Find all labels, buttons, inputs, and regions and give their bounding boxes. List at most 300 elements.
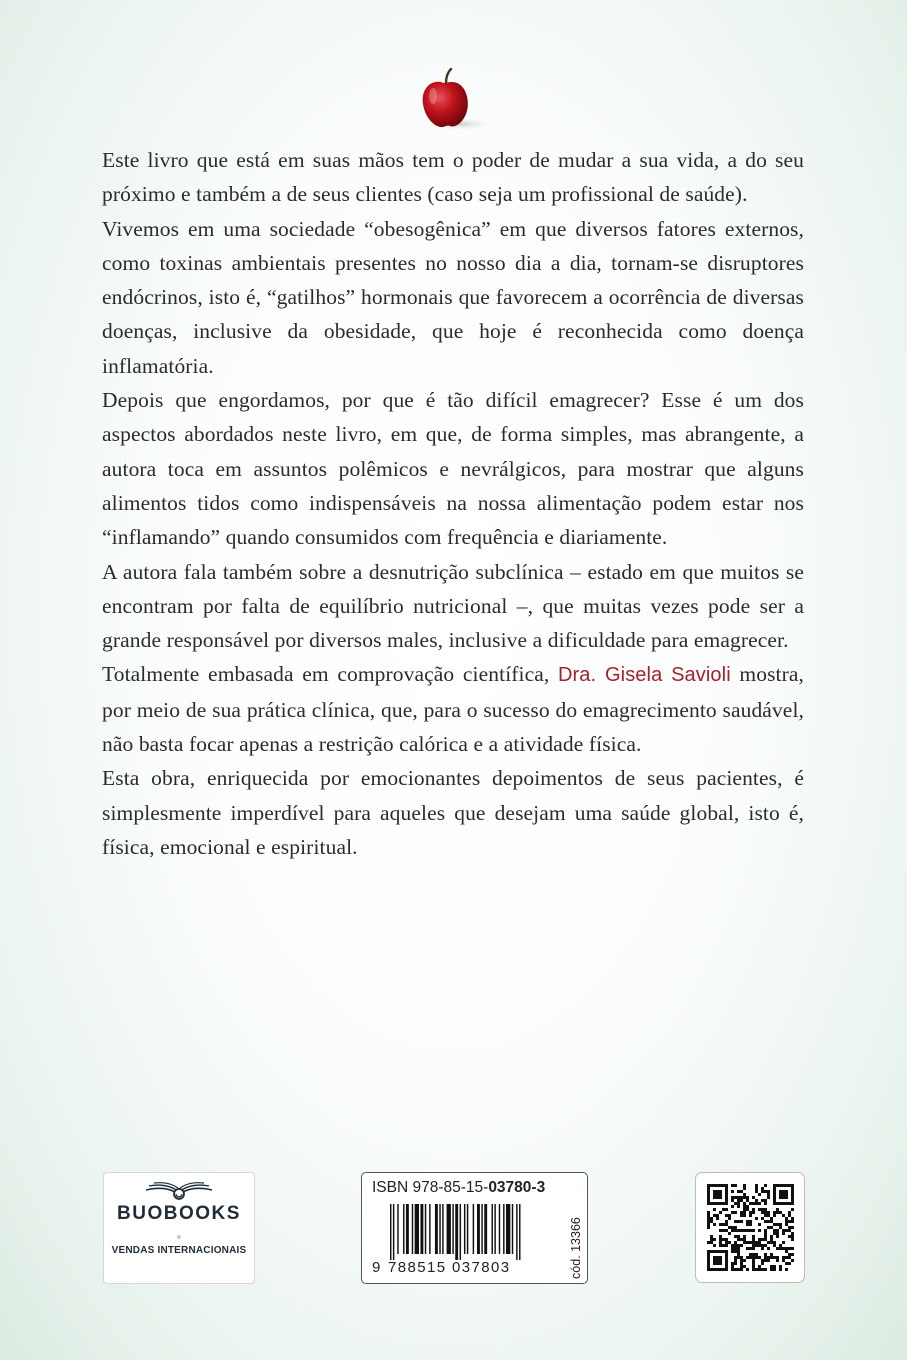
qr-module	[788, 1262, 791, 1265]
qr-module	[758, 1268, 761, 1271]
qr-module	[755, 1190, 758, 1193]
qr-module	[752, 1241, 755, 1244]
qr-module	[728, 1217, 731, 1220]
qr-module	[788, 1202, 791, 1205]
qr-module	[707, 1202, 710, 1205]
qr-module	[755, 1253, 758, 1256]
qr-module	[731, 1244, 734, 1247]
qr-module	[749, 1241, 752, 1244]
paragraph: Vivemos em uma sociedade “obesogênica” em que diversos fatores externos, como toxinas ambientais presentes no nosso dia a dia, tornam-se disruptores endócrinos, isto é, “gatilhos” hormonais que favorecem a ocorrência de diversas doenças, inclusive da obesidade, que hoje é reconhecida como doença inflamatória.	[102, 216, 804, 378]
qr-module	[770, 1241, 773, 1244]
product-code: cód. 13366	[569, 1217, 583, 1279]
qr-module	[773, 1196, 776, 1199]
barcode-bar	[439, 1204, 440, 1254]
qr-module	[746, 1268, 749, 1271]
qr-module	[740, 1256, 743, 1259]
qr-module	[746, 1220, 749, 1223]
qr-module	[752, 1265, 755, 1268]
qr-module	[725, 1256, 728, 1259]
qr-module	[719, 1256, 722, 1259]
qr-module	[791, 1208, 794, 1211]
qr-module	[734, 1229, 737, 1232]
qr-module	[725, 1193, 728, 1196]
qr-module	[761, 1262, 764, 1265]
qr-module	[707, 1262, 710, 1265]
qr-module	[737, 1250, 740, 1253]
qr-module	[758, 1238, 761, 1241]
qr-module	[731, 1205, 734, 1208]
qr-module	[716, 1262, 719, 1265]
qr-module	[773, 1193, 776, 1196]
barcode-bar	[492, 1204, 493, 1254]
qr-module	[770, 1256, 773, 1259]
qr-module	[734, 1241, 737, 1244]
qr-module	[707, 1196, 710, 1199]
qr-module	[737, 1247, 740, 1250]
barcode-bar	[406, 1204, 409, 1254]
qr-module	[767, 1214, 770, 1217]
qr-module	[788, 1214, 791, 1217]
qr-module	[782, 1256, 785, 1259]
qr-module	[713, 1256, 716, 1259]
qr-module	[770, 1235, 773, 1238]
qr-module	[761, 1187, 764, 1190]
qr-module	[764, 1253, 767, 1256]
qr-module	[782, 1232, 785, 1235]
qr-module	[758, 1202, 761, 1205]
qr-module	[752, 1244, 755, 1247]
qr-module	[707, 1217, 710, 1220]
qr-module	[740, 1190, 743, 1193]
qr-module	[776, 1223, 779, 1226]
divider-dot	[177, 1235, 181, 1239]
qr-module	[716, 1202, 719, 1205]
qr-module	[737, 1235, 740, 1238]
qr-module	[713, 1262, 716, 1265]
qr-module	[761, 1217, 764, 1220]
qr-module	[749, 1253, 752, 1256]
qr-module	[752, 1256, 755, 1259]
qr-module	[731, 1247, 734, 1250]
barcode-bar	[494, 1204, 495, 1254]
qr-module	[746, 1241, 749, 1244]
qr-module	[719, 1244, 722, 1247]
qr-module	[707, 1184, 710, 1187]
qr-module	[755, 1217, 758, 1220]
qr-module	[752, 1208, 755, 1211]
qr-module	[791, 1238, 794, 1241]
qr-module	[719, 1184, 722, 1187]
qr-module	[767, 1196, 770, 1199]
qr-module	[734, 1235, 737, 1238]
barcode-bar	[506, 1204, 510, 1254]
qr-module	[719, 1229, 722, 1232]
qr-module	[764, 1235, 767, 1238]
qr-module	[776, 1235, 779, 1238]
qr-module	[743, 1238, 746, 1241]
qr-module	[764, 1184, 767, 1187]
qr-module	[734, 1256, 737, 1259]
barcode-bar	[447, 1204, 451, 1254]
qr-module	[719, 1235, 722, 1238]
qr-module	[743, 1205, 746, 1208]
barcode-bar	[460, 1204, 461, 1260]
qr-module	[773, 1244, 776, 1247]
paragraph	[102, 657, 804, 761]
barcode-bar	[464, 1204, 465, 1254]
qr-module	[773, 1214, 776, 1217]
paragraph: A autora fala também sobre a desnutrição subclínica – estado em que muitos se encontram por falta de equilíbrio nutricional –, que muitas vezes pode ser a grande responsável por diversos males, inclusive a dificuldade para emagrecer.	[102, 559, 804, 653]
qr-module	[722, 1238, 725, 1241]
qr-module	[737, 1268, 740, 1271]
qr-module	[716, 1217, 719, 1220]
qr-module	[761, 1208, 764, 1211]
qr-module	[791, 1232, 794, 1235]
qr-module	[782, 1190, 785, 1193]
qr-module	[725, 1190, 728, 1193]
qr-module	[737, 1205, 740, 1208]
qr-module	[713, 1190, 716, 1193]
qr-module	[764, 1190, 767, 1193]
qr-module	[710, 1241, 713, 1244]
qr-module	[743, 1184, 746, 1187]
qr-module	[707, 1241, 710, 1244]
qr-module	[743, 1235, 746, 1238]
qr-module	[722, 1229, 725, 1232]
isbn-prefix: ISBN 978-85-15-	[372, 1179, 489, 1196]
qr-module	[707, 1193, 710, 1196]
qr-module	[731, 1265, 734, 1268]
qr-module	[713, 1184, 716, 1187]
qr-module	[761, 1247, 764, 1250]
qr-module	[779, 1193, 782, 1196]
qr-module	[707, 1259, 710, 1262]
paragraph: Este livro que está em suas mãos tem o poder de mudar a sua vida, a do seu próximo e também a de seus clientes (caso seja um profissional de saúde).	[102, 148, 804, 207]
barcode-bar	[393, 1204, 394, 1260]
qr-module	[779, 1211, 782, 1214]
barcode-bar	[425, 1204, 426, 1254]
qr-module	[725, 1208, 728, 1211]
qr-module	[740, 1265, 743, 1268]
qr-module	[767, 1256, 770, 1259]
apple-icon	[413, 66, 493, 136]
qr-module	[746, 1256, 749, 1259]
qr-module	[785, 1223, 788, 1226]
qr-module	[776, 1232, 779, 1235]
qr-module	[752, 1253, 755, 1256]
qr-module	[743, 1229, 746, 1232]
barcode-bar	[455, 1204, 458, 1260]
barcode-bar	[499, 1204, 500, 1254]
qr-module	[713, 1238, 716, 1241]
qr-module	[719, 1259, 722, 1262]
qr-module	[779, 1223, 782, 1226]
qr-module	[719, 1211, 722, 1214]
qr-module	[725, 1202, 728, 1205]
qr-module	[779, 1268, 782, 1271]
qr-module	[764, 1256, 767, 1259]
qr-module	[749, 1220, 752, 1223]
qr-module	[728, 1226, 731, 1229]
qr-module	[707, 1250, 710, 1253]
qr-module	[716, 1190, 719, 1193]
qr-module	[719, 1268, 722, 1271]
qr-module	[776, 1202, 779, 1205]
barcode-bar	[512, 1204, 513, 1254]
qr-module	[773, 1184, 776, 1187]
qr-module	[761, 1190, 764, 1193]
qr-module	[767, 1190, 770, 1193]
qr-module	[722, 1208, 725, 1211]
qr-module	[782, 1241, 785, 1244]
qr-module	[764, 1208, 767, 1211]
qr-module	[707, 1199, 710, 1202]
qr-module	[773, 1202, 776, 1205]
qr-module	[764, 1199, 767, 1202]
qr-module	[743, 1241, 746, 1244]
qr-module	[785, 1229, 788, 1232]
qr-module	[755, 1244, 758, 1247]
qr-module	[737, 1256, 740, 1259]
qr-module	[788, 1229, 791, 1232]
qr-module	[767, 1211, 770, 1214]
qr-module	[716, 1256, 719, 1259]
qr-module	[710, 1250, 713, 1253]
qr-module	[713, 1223, 716, 1226]
qr-module	[779, 1184, 782, 1187]
qr-module	[791, 1190, 794, 1193]
qr-module	[722, 1250, 725, 1253]
qr-module	[788, 1235, 791, 1238]
qr-module	[707, 1187, 710, 1190]
isbn-label	[372, 1179, 545, 1197]
qr-module	[755, 1241, 758, 1244]
qr-module	[764, 1232, 767, 1235]
qr-module	[743, 1193, 746, 1196]
qr-module	[749, 1202, 752, 1205]
qr-module	[785, 1217, 788, 1220]
qr-module	[773, 1256, 776, 1259]
qr-module	[788, 1226, 791, 1229]
qr-module	[791, 1199, 794, 1202]
qr-module	[737, 1244, 740, 1247]
qr-module	[740, 1229, 743, 1232]
qr-module	[758, 1193, 761, 1196]
qr-module	[731, 1229, 734, 1232]
qr-module	[719, 1262, 722, 1265]
qr-module	[785, 1184, 788, 1187]
qr-module	[791, 1187, 794, 1190]
qr-module	[773, 1232, 776, 1235]
qr-module	[770, 1220, 773, 1223]
qr-module	[782, 1193, 785, 1196]
qr-module	[734, 1226, 737, 1229]
qr-module	[734, 1247, 737, 1250]
qr-module	[764, 1229, 767, 1232]
qr-module	[740, 1262, 743, 1265]
qr-module	[743, 1208, 746, 1211]
qr-module	[755, 1202, 758, 1205]
qr-module	[773, 1211, 776, 1214]
qr-module	[725, 1268, 728, 1271]
qr-module	[773, 1190, 776, 1193]
qr-module	[767, 1220, 770, 1223]
qr-module	[755, 1184, 758, 1187]
qr-module	[785, 1256, 788, 1259]
qr-module	[716, 1193, 719, 1196]
qr-module	[743, 1265, 746, 1268]
qr-module	[767, 1193, 770, 1196]
qr-module	[791, 1226, 794, 1229]
qr-module	[782, 1214, 785, 1217]
qr-module	[728, 1232, 731, 1235]
qr-module	[788, 1184, 791, 1187]
qr-module	[731, 1262, 734, 1265]
qr-module	[764, 1202, 767, 1205]
qr-module	[779, 1265, 782, 1268]
qr-module	[776, 1208, 779, 1211]
qr-module	[755, 1268, 758, 1271]
qr-module	[752, 1238, 755, 1241]
qr-module	[767, 1241, 770, 1244]
qr-module	[722, 1223, 725, 1226]
qr-module	[782, 1202, 785, 1205]
qr-module	[791, 1259, 794, 1262]
qr-module	[719, 1196, 722, 1199]
barcode-bar	[420, 1204, 423, 1254]
qr-module	[791, 1193, 794, 1196]
qr-module	[725, 1262, 728, 1265]
qr-module	[761, 1199, 764, 1202]
author-name: Dra. Gisela Savioli	[558, 664, 731, 687]
open-book-wings-icon	[143, 1179, 215, 1201]
qr-module	[752, 1196, 755, 1199]
qr-module	[773, 1265, 776, 1268]
qr-module	[731, 1184, 734, 1187]
qr-module	[770, 1238, 773, 1241]
qr-module	[776, 1184, 779, 1187]
qr-module	[716, 1184, 719, 1187]
qr-module	[755, 1256, 758, 1259]
barcode-bars	[390, 1204, 560, 1260]
qr-module	[788, 1220, 791, 1223]
qr-module	[725, 1220, 728, 1223]
barcode-bar	[473, 1204, 474, 1254]
qr-module	[713, 1250, 716, 1253]
qr-module	[785, 1196, 788, 1199]
qr-module	[713, 1193, 716, 1196]
qr-module	[782, 1184, 785, 1187]
qr-module	[791, 1235, 794, 1238]
qr-module	[710, 1235, 713, 1238]
qr-module	[737, 1238, 740, 1241]
paragraph-text: Totalmente embasada em comprovação científica,	[102, 662, 558, 687]
qr-module	[743, 1214, 746, 1217]
qr-module	[764, 1268, 767, 1271]
qr-module	[737, 1253, 740, 1256]
qr-module	[776, 1211, 779, 1214]
qr-module	[761, 1244, 764, 1247]
qr-module	[713, 1196, 716, 1199]
qr-module	[758, 1265, 761, 1268]
qr-module	[725, 1241, 728, 1244]
qr-module	[734, 1268, 737, 1271]
qr-module	[725, 1238, 728, 1241]
qr-module	[761, 1211, 764, 1214]
qr-module	[707, 1268, 710, 1271]
barcode-bar	[442, 1204, 443, 1254]
qr-module	[767, 1226, 770, 1229]
qr-module	[776, 1247, 779, 1250]
qr-module	[716, 1259, 719, 1262]
qr-module	[755, 1187, 758, 1190]
qr-module	[734, 1250, 737, 1253]
qr-module	[791, 1196, 794, 1199]
qr-module	[770, 1217, 773, 1220]
qr-module	[707, 1220, 710, 1223]
qr-module	[737, 1220, 740, 1223]
isbn-suffix: 03780-3	[488, 1179, 546, 1196]
qr-module	[740, 1238, 743, 1241]
qr-module	[719, 1223, 722, 1226]
qr-module	[743, 1196, 746, 1199]
qr-module	[713, 1208, 716, 1211]
qr-module	[722, 1268, 725, 1271]
qr-module	[785, 1247, 788, 1250]
qr-module	[788, 1247, 791, 1250]
qr-module	[773, 1187, 776, 1190]
barcode-bar	[412, 1204, 413, 1254]
qr-module	[719, 1238, 722, 1241]
qr-module	[788, 1253, 791, 1256]
qr-module	[734, 1202, 737, 1205]
qr-module	[725, 1214, 728, 1217]
barcode-bar	[503, 1204, 504, 1254]
qr-module	[785, 1262, 788, 1265]
qr-module	[743, 1187, 746, 1190]
qr-module	[755, 1199, 758, 1202]
qr-module	[782, 1196, 785, 1199]
qr-module	[713, 1259, 716, 1262]
qr-module	[713, 1268, 716, 1271]
publisher-name: BUOBOOKS	[117, 1203, 241, 1224]
qr-module	[722, 1184, 725, 1187]
qr-module	[743, 1259, 746, 1262]
qr-module	[785, 1250, 788, 1253]
qr-module	[713, 1244, 716, 1247]
qr-module	[779, 1202, 782, 1205]
qr-module	[731, 1250, 734, 1253]
qr-module	[761, 1268, 764, 1271]
qr-module	[776, 1229, 779, 1232]
ean-digits: 788515 037803	[388, 1259, 511, 1276]
qr-module	[779, 1190, 782, 1193]
qr-module	[740, 1199, 743, 1202]
qr-module	[770, 1253, 773, 1256]
qr-module	[707, 1256, 710, 1259]
barcode-bar	[516, 1204, 517, 1260]
qr-module	[752, 1229, 755, 1232]
qr-module	[725, 1187, 728, 1190]
barcode-bar	[467, 1204, 468, 1254]
qr-module	[740, 1196, 743, 1199]
qr-module	[710, 1238, 713, 1241]
qr-module	[728, 1241, 731, 1244]
qr-module	[782, 1259, 785, 1262]
qr-module	[746, 1229, 749, 1232]
qr-module	[716, 1214, 719, 1217]
qr-module	[758, 1256, 761, 1259]
